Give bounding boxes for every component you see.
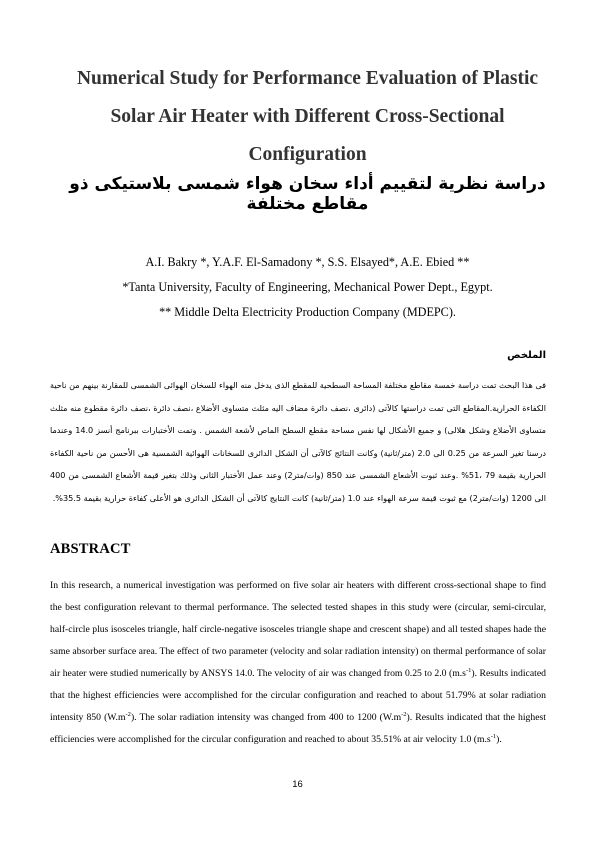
arabic-abstract-heading: الملخص: [507, 350, 546, 361]
page-number: 16: [292, 779, 303, 790]
title-line-3: Configuration: [248, 144, 367, 165]
abstract-segment-1: In this research, a numerical investigation was performed on five solar air heaters with different cross-sectional shape to find the best configuration relevant to thermal performance. The selected tested shapes in this study were (circular, semi-circular, half-circle plus isosceles triangle, half circle-negative isosceles triangle shape and crescent shape) and all tested shapes hade the same absorber surface area. The effect of two parameter (velocity and solar radiation intensity) on thermal performance of solar air heater were studied numerically by ANSYS 14.0. The velocity of air was changed from 0.25 to 2.0 (m.s: [50, 580, 546, 679]
abstract-text: [50, 575, 546, 751]
author-block: [50, 250, 565, 325]
abstract-superscript-4: -1: [490, 732, 497, 740]
abstract-superscript-2: -2: [125, 710, 131, 718]
abstract-superscript-1: -1: [465, 666, 472, 674]
title-line-2: Solar Air Heater with Different Cross-Sectional: [110, 106, 505, 127]
arabic-abstract-text: فى هذا البحث تمت دراسة خمسة مقاطع مختلفة المساحة السطحية للمقطع الذى يدخل منه الهواء للسخان الهوائى الشمسى للمقارنة بينهم من ناحية الكفاءة الحرارية.المقاطع التى تمت دراستها كالآتى (دائرى ،نصف دائرة مضاف اليه مثلث متساوى الأضلاع ،نصف دائرة ،نصف دائرة مقطوع منه مثلث متساوى الأضلاع وشكل هلالى) و جميع الأشكال لها نفس مساحة مقطع السطح الماص لأشعة الشمس . وتمت الأختبارات ببرنامج أنسز 14.0 وعندما درسنا تغير السرعة من 0.25 الى 2.0 (متر/ثانية) وكانت النتائج كالآتى أن الشكل الدائرى للسخانات الهوائية الشمسية هى الأحسن من ناحية الكفاءة الحرارية بقيمة 79 ،51% .وعند ثبوت الأشعاع الشمسى عند 850 (وات/متر2) وعند عمل الأختبار الثانى وذلك بتغير قيمة الأشعاع الشمسى من 400 الى 1200 (وات/متر2) مع ثبوت قيمة سرعة الهواء عند 1.0 (متر/ثانية) كانت النتايج كالآتى أن الشكل الدائرى هو الأعلى كفاءة حرارية بقيمة 35.5%.: [50, 380, 547, 503]
abstract-segment-4: ). Results indicated that the highest efficiencies were accomplished for the circular configuration and reached to about 35.51% at air velocity 1.0 (m.s: [50, 712, 546, 745]
abstract-superscript-3: -2: [401, 710, 407, 718]
abstract-segment-2: ). Results indicated that the highest efficiencies were accomplished for the circular configuration and reached to about 51.79% at solar radiation intensity 850 (W.m: [50, 668, 546, 723]
abstract-segment-5: ).: [496, 734, 502, 745]
abstract-heading: ABSTRACT: [50, 541, 131, 557]
author-names: A.I. Bakry *, Y.A.F. El-Samadony *, S.S. Elsayed*, A.E. Ebied **: [145, 255, 470, 269]
affiliation-1: *Tanta University, Faculty of Engineering, Mechanical Power Dept., Egypt.: [122, 280, 493, 294]
title-line-1: Numerical Study for Performance Evaluation of Plastic: [76, 68, 539, 89]
paper-title: [50, 60, 565, 174]
arabic-title: دراسة نظرية لتقييم أداء سخان هواء شمسى بلاستيكى ذو مقاطع مختلفة: [69, 174, 546, 214]
affiliation-2: ** Middle Delta Electricity Production Company (MDEPC).: [159, 305, 456, 319]
abstract-segment-3: ). The solar radiation intensity was changed from 400 to 1200 (W.m: [130, 712, 402, 723]
